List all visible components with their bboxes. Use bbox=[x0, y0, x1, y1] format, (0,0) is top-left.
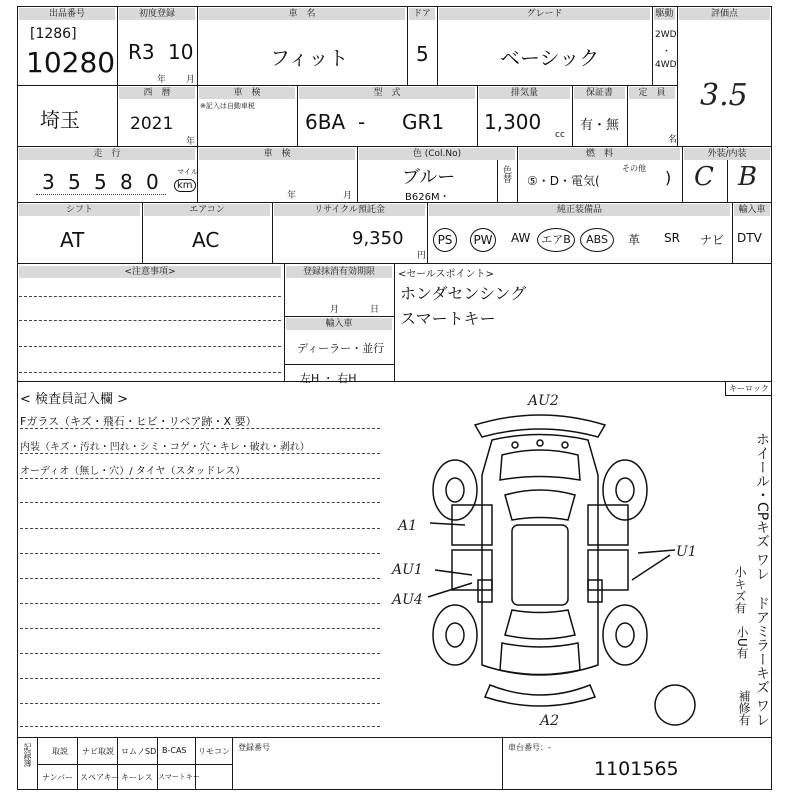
col-divider bbox=[572, 85, 573, 146]
roof bbox=[512, 525, 568, 605]
reg-expiry-label: 登録抹消有効期限 bbox=[286, 266, 392, 278]
inspector-line bbox=[20, 453, 380, 454]
damage-mark-au1: AU1 bbox=[392, 562, 423, 578]
col-divider bbox=[357, 146, 358, 202]
mileage-digit-2: 5 bbox=[68, 170, 81, 194]
side-note-wheel: ホイール・CPキズ ワレ bbox=[754, 432, 770, 581]
inspector-line-interior: 内装（キズ・汚れ・凹れ・シミ・コゲ・穴・キレ・破れ・剥れ） bbox=[20, 442, 310, 453]
shift-value: AT bbox=[60, 228, 85, 252]
model-dash: - bbox=[358, 110, 366, 134]
import-dealer: ディーラー・並行 bbox=[297, 342, 385, 355]
left-mirror-area bbox=[478, 580, 492, 602]
hood bbox=[500, 450, 580, 480]
right-mirror-area bbox=[588, 580, 602, 602]
trunk bbox=[500, 643, 580, 675]
equip-ps: PS bbox=[433, 228, 457, 252]
col-divider bbox=[297, 85, 298, 146]
reg-number-label: 登録番号 bbox=[238, 743, 270, 752]
doors-label: ドア bbox=[409, 8, 435, 20]
inspector-line bbox=[20, 628, 380, 629]
inspector-line-audio: オーディオ（無し・穴）/ タイヤ（スタッドレス） bbox=[20, 466, 246, 477]
bottom-side-label: 記録簿 bbox=[23, 743, 32, 767]
notes-line bbox=[19, 372, 281, 373]
mileage-digit-5: 0 bbox=[146, 170, 159, 194]
model-code: GR1 bbox=[402, 110, 445, 134]
front-right-hub bbox=[616, 478, 634, 502]
inspector-line bbox=[20, 578, 380, 579]
front-left-hub bbox=[446, 478, 464, 502]
notes-line bbox=[19, 320, 281, 321]
inspection-tsuki: 月 bbox=[343, 191, 353, 201]
front-right-wheel bbox=[603, 460, 647, 520]
col-divider bbox=[142, 202, 143, 264]
car-name-label: 車 名 bbox=[199, 8, 405, 20]
front-left-wheel bbox=[433, 460, 477, 520]
equip-aw: AW bbox=[511, 231, 531, 245]
col-divider bbox=[437, 6, 438, 85]
lot-prefix: [1286] bbox=[30, 26, 77, 42]
notes-label: <注意事項> bbox=[19, 266, 281, 278]
score-value: 3.5 bbox=[700, 78, 748, 113]
damage-mark-a1: A1 bbox=[398, 518, 418, 534]
inspector-line bbox=[20, 603, 380, 604]
interior-grade: B bbox=[738, 162, 758, 192]
col-divider bbox=[394, 264, 395, 382]
recycle-label: リサイクル預託金 bbox=[274, 204, 425, 216]
first-reg-tsuki: 月 bbox=[186, 75, 196, 85]
col-divider bbox=[77, 738, 78, 790]
color-change-label: 色替 bbox=[501, 165, 511, 183]
grade-value: ベーシック bbox=[500, 46, 600, 70]
car-damage-diagram bbox=[380, 385, 700, 735]
exterior-grade: C bbox=[694, 162, 714, 192]
shift-label: シフト bbox=[19, 204, 140, 216]
drive-4wd: 4WD bbox=[655, 60, 677, 70]
side-note-repaired: 補修有 bbox=[737, 690, 751, 726]
inspector-line bbox=[20, 553, 380, 554]
aircon-value: AC bbox=[192, 228, 220, 252]
equip-navi: ナビ bbox=[700, 233, 725, 247]
row-divider bbox=[284, 364, 394, 365]
shaken-label: 車 検 bbox=[199, 87, 295, 99]
chassis-label: 車台番号：- bbox=[508, 743, 551, 752]
col-divider bbox=[272, 202, 273, 264]
inspector-line bbox=[20, 478, 380, 479]
mileage-digit-4: 8 bbox=[120, 170, 133, 194]
displacement-value: 1,300 bbox=[484, 110, 542, 134]
bottom-item-keyless: キーレス bbox=[121, 773, 153, 782]
windshield bbox=[505, 490, 575, 520]
bottom-item-manual: 取説 bbox=[52, 747, 68, 756]
first-reg-nen: 年 bbox=[157, 75, 167, 85]
bottom-item-number: ナンバー bbox=[42, 773, 74, 782]
first-reg-month: 10 bbox=[168, 40, 194, 64]
year-suffix: 年 bbox=[186, 137, 196, 147]
notes-line bbox=[19, 296, 281, 297]
row-divider bbox=[284, 316, 394, 317]
reg-day: 日 bbox=[370, 305, 380, 315]
side-note-small-scratch: 小キズ有 bbox=[733, 566, 747, 614]
side-note-mirror: ドアミラーキズ ワレ bbox=[754, 596, 770, 727]
displacement-label: 排気量 bbox=[479, 87, 570, 99]
col-divider bbox=[627, 85, 628, 146]
equipment-label: 純正装備品 bbox=[429, 204, 730, 216]
fuel-label: 燃 料 bbox=[519, 148, 680, 160]
bottom-item-navi-manual: ナビ取説 bbox=[82, 747, 114, 756]
drive-dot: ・ bbox=[662, 47, 672, 57]
inspector-line-glass: Fガラス（キズ・飛石・ヒビ・リペア跡・X 要） bbox=[20, 415, 257, 428]
col-divider bbox=[517, 146, 518, 202]
col-divider bbox=[477, 85, 478, 146]
inspector-line bbox=[20, 653, 380, 654]
right-front-door bbox=[588, 505, 628, 545]
rear-window bbox=[505, 610, 575, 639]
col-divider bbox=[197, 85, 198, 146]
recycle-unit: 円 bbox=[417, 251, 427, 261]
left-rear-door bbox=[452, 550, 492, 590]
grade-label: グレード bbox=[439, 8, 650, 20]
color-code: B626M・ bbox=[405, 192, 450, 203]
shaken-note: ※記入は自動車税 bbox=[200, 102, 255, 110]
bottom-item-rom-sd: ロムノSD bbox=[121, 747, 157, 756]
right-rear-door bbox=[588, 550, 628, 590]
first-reg-era: R3 bbox=[128, 40, 155, 64]
key-lock-label: キーロック bbox=[729, 384, 769, 393]
col-divider bbox=[497, 158, 498, 202]
col-divider bbox=[732, 202, 733, 264]
side-note-small-u: 小U有 bbox=[735, 626, 749, 659]
rear-left-hub bbox=[446, 623, 464, 647]
inspector-line bbox=[20, 703, 380, 704]
drive-2wd: 2WD bbox=[655, 30, 677, 40]
inspector-line bbox=[20, 726, 380, 727]
capacity-unit: 名 bbox=[668, 135, 678, 145]
rear-right-hub bbox=[616, 623, 634, 647]
equip-airbag: エアB bbox=[537, 228, 575, 252]
damage-mark-au4: AU4 bbox=[392, 592, 423, 608]
row-divider bbox=[37, 764, 232, 765]
rear-right-wheel bbox=[603, 605, 647, 665]
mileage-label: 走 行 bbox=[19, 148, 195, 160]
mileage-dotline bbox=[36, 194, 166, 195]
inspector-line bbox=[20, 428, 380, 429]
col-divider bbox=[407, 6, 408, 85]
lot-no-label: 出品番号 bbox=[19, 8, 115, 20]
damage-mark-u1: U1 bbox=[676, 544, 697, 560]
color-label: 色 (Col.No) bbox=[359, 148, 515, 160]
warranty-label: 保証書 bbox=[574, 87, 625, 99]
col-divider bbox=[157, 738, 158, 790]
col-divider bbox=[427, 202, 428, 264]
sales-point-label: <セールスポイント> bbox=[398, 269, 494, 280]
inspection-nen: 年 bbox=[287, 191, 297, 201]
bottom-item-bcas: B-CAS bbox=[162, 746, 187, 755]
year-value: 2021 bbox=[130, 114, 174, 134]
model-prefix: 6BA bbox=[305, 110, 346, 134]
row-divider bbox=[17, 85, 677, 86]
year-label: 西 暦 bbox=[119, 87, 195, 99]
inspection-label: 車 検 bbox=[199, 148, 355, 160]
equip-pw: PW bbox=[470, 228, 496, 252]
fuel-close: ) bbox=[665, 168, 672, 187]
bottom-item-remote: リモコン bbox=[198, 747, 230, 756]
damage-mark-au2: AU2 bbox=[528, 393, 559, 409]
inspector-line bbox=[20, 678, 380, 679]
mileage-digit-3: 5 bbox=[94, 170, 107, 194]
mileage-digit-1: 3 bbox=[42, 170, 55, 194]
col-divider bbox=[195, 738, 196, 790]
col-divider bbox=[117, 6, 118, 146]
notes-line bbox=[19, 346, 281, 347]
fuel-options: ⑤・D・電気( bbox=[527, 174, 600, 188]
displacement-unit: cc bbox=[555, 130, 565, 140]
col-divider bbox=[682, 146, 683, 202]
equip-sr: SR bbox=[664, 231, 680, 245]
import-label-small: 輸入車 bbox=[734, 204, 770, 216]
score-label: 評価点 bbox=[679, 8, 770, 20]
mileage-unit-mile: マイル bbox=[177, 168, 198, 176]
chassis-number: 1101565 bbox=[594, 758, 679, 780]
row-divider bbox=[17, 202, 772, 203]
damage-mark-a2: A2 bbox=[540, 713, 560, 729]
sales-point-2: スマートキー bbox=[400, 309, 496, 328]
front-bumper bbox=[475, 415, 605, 437]
bottom-item-smart-key: スマートキー bbox=[158, 773, 200, 781]
import-header: 輸入車 bbox=[286, 318, 392, 330]
color-name: ブルー bbox=[402, 167, 456, 188]
drive-label: 駆動 bbox=[655, 9, 674, 19]
aircon-label: エアコン bbox=[144, 204, 270, 216]
rear-left-wheel bbox=[433, 605, 477, 665]
col-divider bbox=[677, 6, 678, 146]
ext-int-label: 外装/内装 bbox=[684, 148, 770, 160]
capacity-label: 定 員 bbox=[629, 87, 675, 99]
col-divider bbox=[232, 738, 233, 790]
inspector-line bbox=[20, 528, 380, 529]
mileage-unit-km: km bbox=[174, 179, 196, 192]
fuel-other: その他 bbox=[622, 164, 646, 173]
sales-point-1: ホンダセンシング bbox=[400, 284, 527, 303]
recycle-value: 9,350 bbox=[352, 228, 404, 249]
region-value: 埼玉 bbox=[40, 108, 80, 132]
warranty-value: 有・無 bbox=[580, 118, 620, 133]
first-reg-label: 初度登録 bbox=[119, 8, 195, 20]
equip-abs: ABS bbox=[580, 228, 614, 252]
col-divider bbox=[502, 738, 503, 790]
reg-month: 月 bbox=[330, 305, 340, 315]
equip-dtv: DTV bbox=[737, 231, 762, 245]
inspector-title: < 検査員記入欄 > bbox=[20, 392, 129, 407]
bottom-item-spare-key: スペアキー bbox=[80, 773, 120, 782]
car-name-value: フィット bbox=[270, 46, 349, 70]
spare-tire bbox=[655, 685, 695, 725]
inspector-line bbox=[20, 502, 380, 503]
col-divider bbox=[197, 6, 198, 85]
doors-value: 5 bbox=[416, 42, 429, 66]
lot-number: 10280 bbox=[26, 46, 116, 79]
rear-bumper bbox=[485, 685, 595, 706]
row-divider bbox=[17, 146, 772, 147]
equip-leather: 革 bbox=[628, 233, 641, 247]
col-divider bbox=[652, 6, 653, 85]
model-label: 型 式 bbox=[299, 87, 475, 99]
import-handle: 左H ・ 右H bbox=[300, 372, 357, 385]
